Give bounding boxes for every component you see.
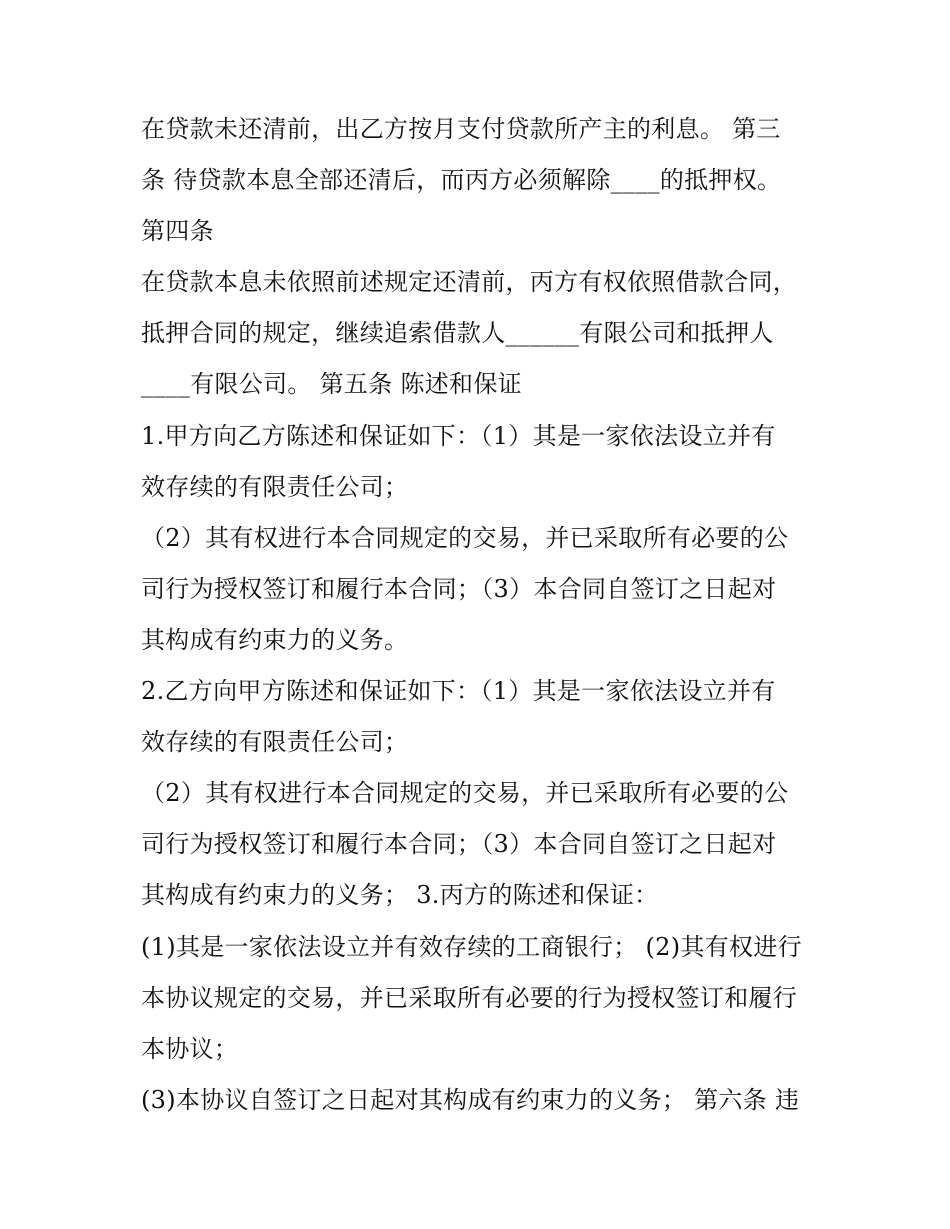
text-line: （2）其有权进行本合同规定的交易，并已采取所有必要的公	[141, 523, 789, 552]
text-line: 在贷款本息未依照前述规定还清前，丙方有权依照借款合同，	[141, 268, 798, 297]
contract-text	[141, 104, 831, 1126]
text-line: 效存续的有限责任公司；	[141, 472, 409, 501]
text-line: 本协议规定的交易，并已采取所有必要的行为授权签订和履行	[141, 983, 798, 1012]
text-line: 1.甲方向乙方陈述和保证如下：（1）其是一家依法设立并有	[141, 421, 776, 450]
text-line: （2）其有权进行本合同规定的交易，并已采取所有必要的公	[141, 779, 789, 808]
text-line: (3)本协议自签订之日起对其构成有约束力的义务； 第六条 违	[141, 1085, 800, 1114]
text-line: 条 待贷款本息全部还清后，而丙方必须解除____的抵押权。	[141, 166, 782, 195]
text-line: 其构成有约束力的义务； 3.丙方的陈述和保证：	[141, 881, 659, 910]
text-line: 本协议；	[141, 1034, 239, 1063]
text-line: 其构成有约束力的义务。	[141, 625, 409, 654]
text-line: 司行为授权签订和履行本合同；（3）本合同自签订之日起对	[141, 574, 777, 603]
text-line: ____有限公司。 第五条 陈述和保证	[141, 370, 522, 399]
text-line: 抵押合同的规定，继续追索借款人______有限公司和抵押人	[141, 319, 774, 348]
text-line: 效存续的有限责任公司；	[141, 728, 409, 757]
text-line: (1)其是一家依法设立并有效存续的工商银行； (2)其有权进行	[141, 932, 802, 961]
text-line: 在贷款未还清前，出乙方按月支付贷款所产主的利息。 第三	[141, 115, 781, 143]
text-line: 2.乙方向甲方陈述和保证如下：（1）其是一家依法设立并有	[141, 677, 776, 706]
text-line: 司行为授权签订和履行本合同；（3）本合同自签订之日起对	[141, 830, 777, 859]
article-heading: 第四条	[141, 217, 214, 246]
